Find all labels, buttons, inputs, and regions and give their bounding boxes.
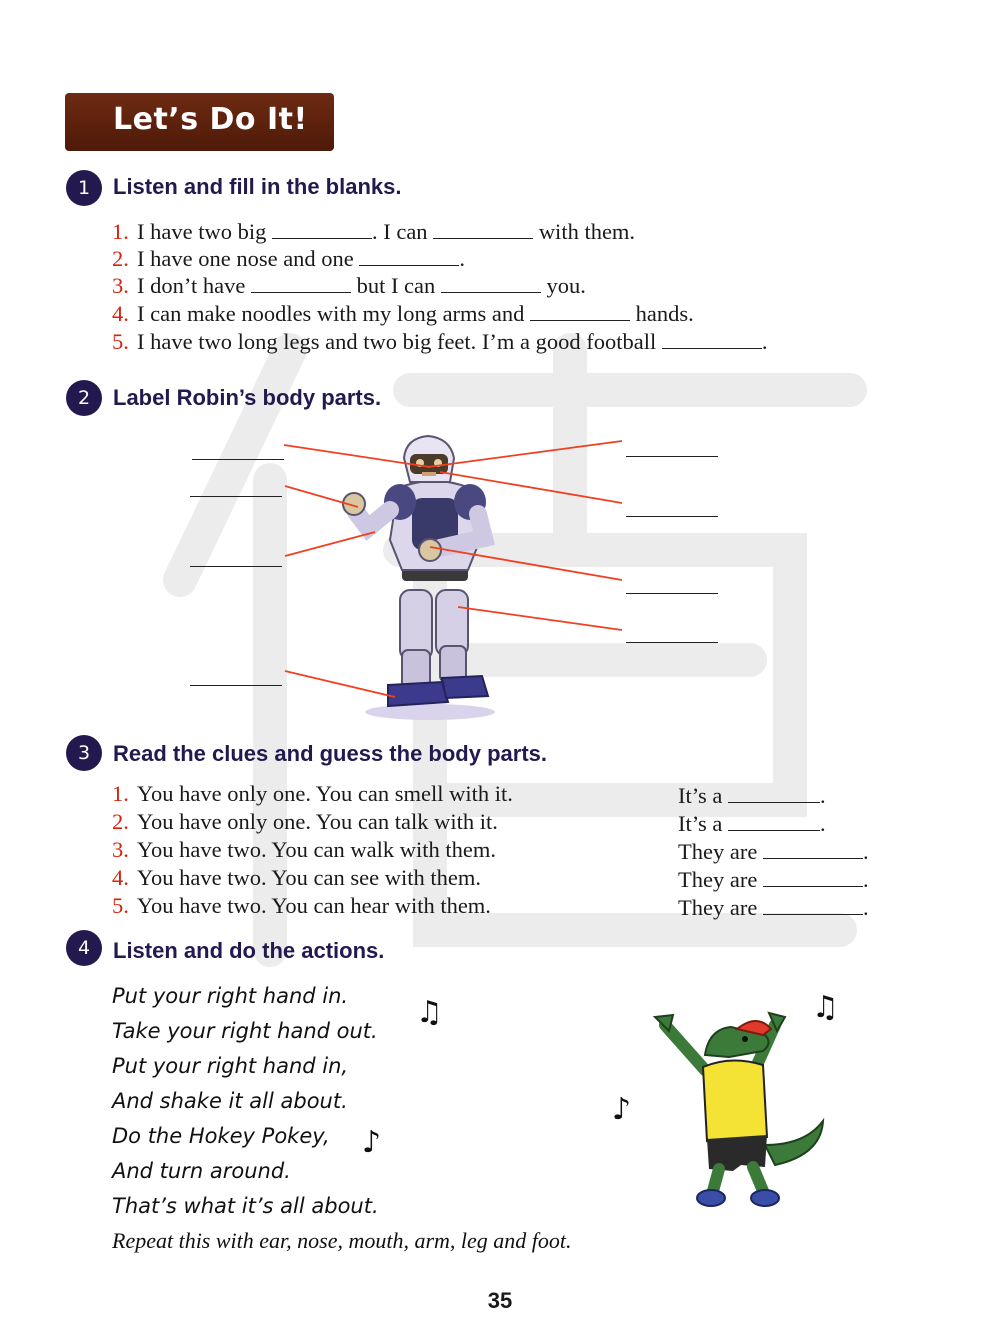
banner-title: Let’s Do It!: [113, 102, 308, 137]
label-blank-right-2[interactable]: [626, 516, 718, 517]
song-line-5: Do the Hokey Pokey,: [112, 1124, 330, 1148]
item-text: .: [459, 246, 466, 271]
label-blank-right-3[interactable]: [626, 593, 718, 594]
clue-text: You have two. You can hear with them.: [137, 893, 491, 918]
clue-text: You have only one. You can smell with it.: [137, 781, 513, 806]
answer-blank[interactable]: [359, 247, 459, 266]
item-number: 4.: [112, 301, 129, 326]
section-banner: [65, 93, 334, 151]
answer-line-5: [678, 895, 869, 921]
answer-prefix: It’s a: [678, 811, 723, 836]
item-number: 3.: [112, 273, 129, 298]
section-2-badge: 2: [66, 380, 102, 416]
label-blank-left-3[interactable]: [190, 566, 282, 567]
pointer-lines: [280, 435, 630, 705]
section-3-badge: 3: [66, 735, 102, 771]
item-number: 2.: [112, 246, 129, 271]
section-4-title: Listen and do the actions.: [113, 938, 385, 963]
clue-item-1: [112, 780, 513, 807]
clue-item-2: [112, 808, 498, 835]
song-line-2: Take your right hand out.: [112, 1019, 378, 1043]
fill-blank-item-5: [112, 328, 768, 355]
item-text: .: [761, 329, 768, 354]
label-blank-left-2[interactable]: [190, 496, 282, 497]
period: .: [862, 867, 869, 892]
label-blank-right-4[interactable]: [626, 642, 718, 643]
item-text: but I can: [356, 273, 436, 298]
answer-blank[interactable]: [662, 330, 762, 349]
repeat-instruction: Repeat this with ear, nose, mouth, arm, leg and foot.: [112, 1228, 572, 1253]
period: .: [862, 895, 869, 920]
period: .: [862, 839, 869, 864]
answer-line-2: [678, 811, 826, 837]
item-text: I have two long legs and two big feet. I’m a good football: [137, 329, 657, 354]
clue-item-4: [112, 864, 481, 891]
item-text: I don’t have: [137, 273, 246, 298]
music-note-icon: ♪: [612, 1092, 632, 1127]
section-1-badge: 1: [66, 170, 102, 206]
label-blank-left-4[interactable]: [190, 685, 282, 686]
answer-prefix: They are: [678, 895, 758, 920]
song-line-7: That’s what it’s all about.: [112, 1194, 379, 1218]
fill-blank-item-4: [112, 300, 694, 327]
item-number: 1.: [112, 781, 129, 806]
clue-item-5: [112, 892, 491, 919]
item-text: I have two big: [137, 219, 267, 244]
fill-blank-item-3: [112, 272, 586, 299]
song-line-3: Put your right hand in,: [112, 1054, 349, 1078]
song-line-1: Put your right hand in.: [112, 984, 349, 1008]
period: .: [820, 783, 826, 808]
fill-blank-item-1: [112, 218, 635, 245]
dancing-crocodile-illustration: [645, 995, 835, 1210]
answer-blank[interactable]: [530, 302, 630, 321]
item-number: 5.: [112, 893, 129, 918]
answer-blank[interactable]: [763, 868, 863, 887]
clue-text: You have two. You can walk with them.: [137, 837, 496, 862]
answer-line-3: [678, 839, 869, 865]
section-4-badge: 4: [66, 930, 102, 966]
period: .: [820, 811, 826, 836]
answer-blank[interactable]: [763, 896, 863, 915]
item-text: you.: [546, 273, 586, 298]
section-2-title: Label Robin’s body parts.: [113, 385, 382, 410]
item-number: 3.: [112, 837, 129, 862]
item-number: 1.: [112, 219, 129, 244]
label-blank-right-1[interactable]: [626, 456, 718, 457]
answer-blank[interactable]: [441, 274, 541, 293]
clue-text: You have two. You can see with them.: [137, 865, 481, 890]
page-number: 35: [487, 1288, 513, 1313]
music-note-icon: ♫: [812, 990, 839, 1025]
answer-blank[interactable]: [763, 840, 863, 859]
item-number: 5.: [112, 329, 129, 354]
clue-text: You have only one. You can talk with it.: [137, 809, 498, 834]
answer-blank[interactable]: [433, 220, 533, 239]
clue-item-3: [112, 836, 496, 863]
answer-line-4: [678, 867, 869, 893]
song-line-4: And shake it all about.: [112, 1089, 348, 1113]
answer-blank[interactable]: [251, 274, 351, 293]
item-text: . I can: [371, 219, 428, 244]
answer-prefix: They are: [678, 839, 758, 864]
song-line-6: And turn around.: [112, 1159, 291, 1183]
answer-blank[interactable]: [272, 220, 372, 239]
section-3-title: Read the clues and guess the body parts.: [113, 741, 547, 766]
item-text: with them.: [538, 219, 636, 244]
label-blank-left-1[interactable]: [192, 459, 284, 460]
answer-line-1: [678, 783, 826, 809]
music-note-icon: ♫: [416, 995, 443, 1030]
answer-blank[interactable]: [728, 812, 820, 831]
answer-blank[interactable]: [728, 784, 820, 803]
item-text: I have one nose and one: [137, 246, 354, 271]
section-1-title: Listen and fill in the blanks.: [113, 174, 402, 199]
answer-prefix: It’s a: [678, 783, 723, 808]
item-text: I can make noodles with my long arms and: [137, 301, 525, 326]
fill-blank-item-2: [112, 245, 465, 272]
music-note-icon: ♪: [362, 1125, 382, 1160]
item-number: 4.: [112, 865, 129, 890]
item-number: 2.: [112, 809, 129, 834]
answer-prefix: They are: [678, 867, 758, 892]
item-text: hands.: [635, 301, 694, 326]
